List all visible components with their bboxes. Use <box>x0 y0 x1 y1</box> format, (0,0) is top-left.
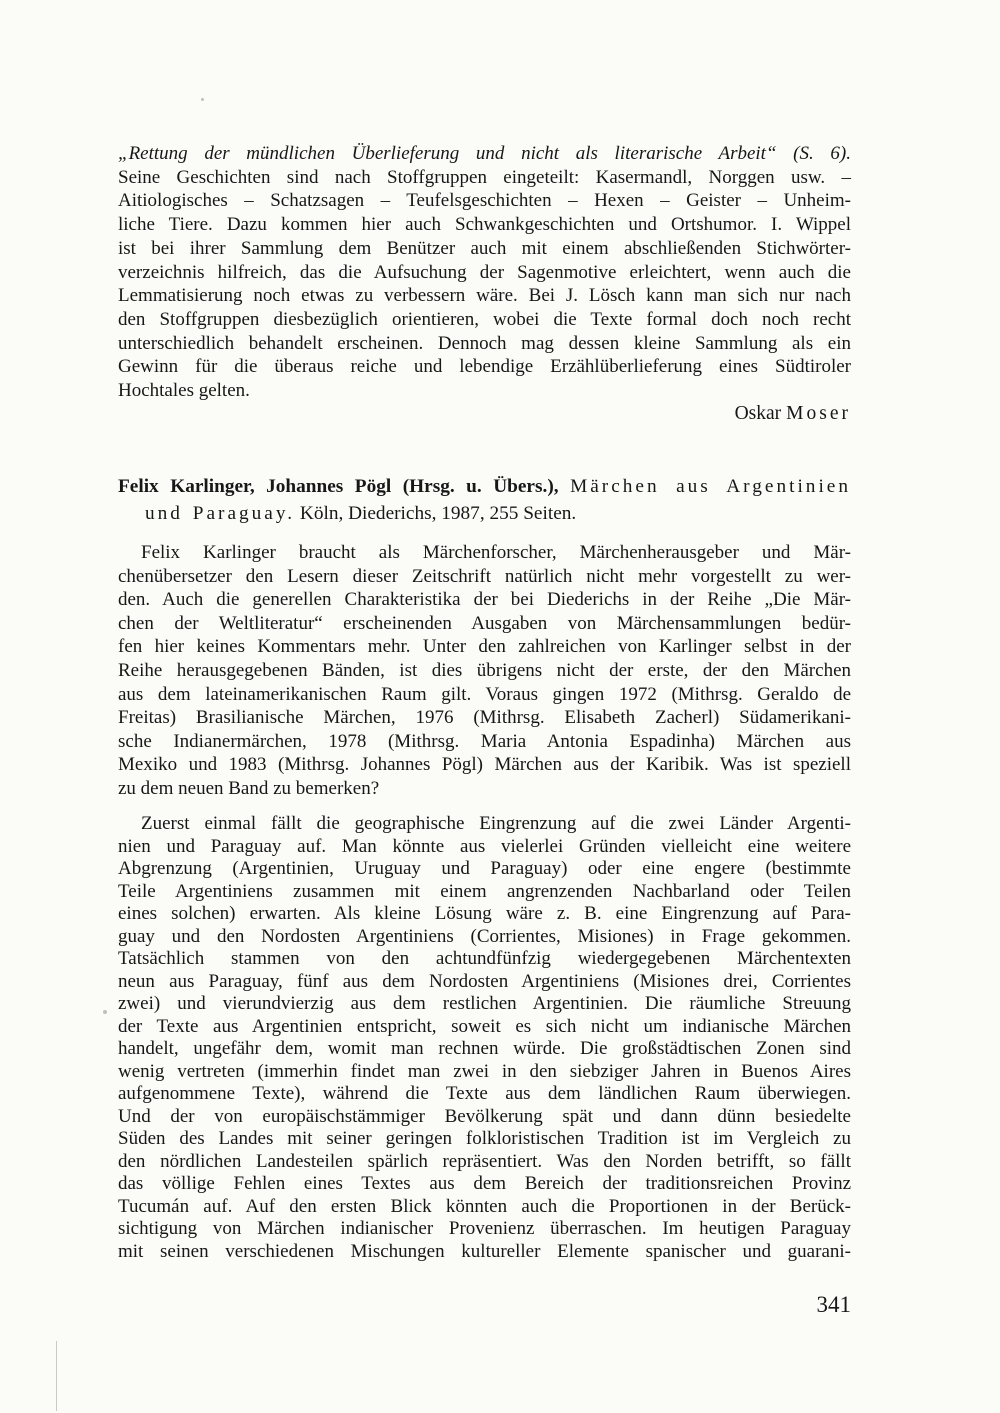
paragraph-lines <box>118 813 851 1263</box>
heading-title-part2: und Paraguay. <box>145 502 296 524</box>
text-line: Reihe herausgegebenen Bänden, ist dies übrigens nicht der erste, der den Märchen <box>118 659 851 681</box>
text-line: den nördlichen Landesteilen spärlich repräsentiert. Was den Norden betrifft, so fällt <box>118 1150 851 1172</box>
heading-title-part1: Märchen aus Argentinien <box>570 476 851 497</box>
text-line: unterschiedlich behandelt erscheinen. Dennoch mag dessen kleine Sammlung als ein <box>118 332 851 354</box>
text-line: Freitas) Brasilianische Märchen, 1976 (Mithrsg. Elisabeth Zacherl) Südamerikani- <box>118 707 851 729</box>
review-paragraph-1 <box>118 541 851 801</box>
text-line: ist bei ihrer Sammlung dem Benützer auch mit einem abschließenden Stichwörter- <box>118 237 851 259</box>
text-line: Zuerst einmal fällt die geographische Eingrenzung auf die zwei Länder Argenti- <box>141 813 851 834</box>
text-line: Tatsächlich stammen von den achtundfünfzig wiedergegebenen Märchentexten <box>118 948 851 969</box>
previous-review-closing-paragraph <box>118 142 851 403</box>
text-line: verzeichnis hilfreich, das die Aufsuchung der Sagenmotive erleichtert, wenn auch die <box>118 261 851 283</box>
text-line: Abgrenzung (Argentinien, Uruguay und Paraguay) oder eine engere (bestimmte <box>118 858 851 879</box>
scan-speck <box>201 98 204 101</box>
heading-imprint: Köln, Diederichs, 1987, 255 Seiten. <box>299 502 577 524</box>
text-line: den Stoffgruppen diesbezüglich orientieren, wobei die Texte formal doch noch recht <box>118 308 851 330</box>
paragraph-last-line: zu dem neuen Band zu bemerken? <box>118 777 380 799</box>
page-number: 341 <box>816 1292 851 1317</box>
text-line: Lemmatisierung noch etwas zu verbessern wäre. Bei J. Lösch kann man sich nur nach <box>118 285 851 307</box>
text-line: chenübersetzer den Lesern dieser Zeitschrift natürlich nicht mehr vorgestellt zu wer- <box>118 565 851 587</box>
scan-edge-artifact <box>56 1341 57 1411</box>
paragraph-lines <box>118 142 851 379</box>
paragraph-lines <box>118 541 851 777</box>
text-line: sichtigung von Märchen indianischer Provenienz überraschen. Im heutigen Paraguay <box>118 1218 851 1239</box>
text-line: Und der von europäischstämmiger Bevölkerung spät und dann dünn besiedelte <box>118 1105 851 1127</box>
text-line: das völlige Fehlen eines Textes aus dem Bereich der traditionsreichen Provinz <box>118 1173 851 1194</box>
text-line: aufgenommene Texte), während die Texte aus dem ländlichen Raum überwiegen. <box>118 1083 851 1104</box>
text-line: Mexiko und 1983 (Mithrsg. Johannes Pögl) Märchen aus der Karibik. Was ist speziell <box>118 754 851 776</box>
heading-line-1 <box>118 474 851 501</box>
text-line: Felix Karlinger braucht als Märchenforscher, Märchenherausgeber und Mär- <box>141 542 851 563</box>
text-line: „Rettung der mündlichen Überlieferung und nicht als literarische Arbeit“ (S. 6). <box>118 143 851 164</box>
scan-speck <box>103 1010 107 1014</box>
text-line: Teile Argentiniens zusammen mit einem angrenzenden Nachbarland oder Teilen <box>118 880 851 902</box>
reviewer-last-name: Moser <box>786 403 851 424</box>
review-paragraph-2 <box>118 813 851 1263</box>
text-line: chen der Weltliteratur“ erscheinenden Ausgaben von Märchensammlungen bedür- <box>118 612 851 634</box>
text-line: Süden des Landes mit seiner geringen folkloristischen Tradition ist im Vergleich zu <box>118 1128 851 1149</box>
reviewer-signature <box>118 403 851 425</box>
heading-line-2 <box>118 501 851 528</box>
text-line: liche Tiere. Dazu kommen hier auch Schwankgeschichten und Ortshumor. I. Wippel <box>118 214 851 236</box>
text-line: mit seinen verschiedenen Mischungen kultureller Elemente spanischer und guarani- <box>118 1240 851 1262</box>
paragraph-last-line: Hochtales gelten. <box>118 380 250 402</box>
text-line: Aitiologisches – Schatzsagen – Teufelsgeschichten – Hexen – Geister – Unheim- <box>118 190 851 212</box>
text-line: Seine Geschichten sind nach Stoffgruppen eingeteilt: Kasermandl, Norggen usw. – <box>118 166 851 188</box>
text-line: aus dem lateinamerikanischen Raum gilt. Voraus gingen 1972 (Mithrsg. Geraldo de <box>118 683 851 705</box>
text-line: fen hier keines Kommentars mehr. Unter den zahlreichen von Karlinger selbst in der <box>118 636 851 658</box>
text-line: Tucumán auf. Auf den ersten Blick könnten auch die Proportionen in der Berück- <box>118 1195 851 1217</box>
text-line: der Texte aus Argentinien entspricht, soweit es sich nicht um indianische Märchen <box>118 1015 851 1037</box>
text-line: neun aus Paraguay, fünf aus dem Nordosten Argentiniens (Misiones drei, Corrientes <box>118 970 851 992</box>
reviewer-first-name: Oskar <box>734 403 782 424</box>
text-line: handelt, ungefähr dem, womit man rechnen würde. Die großstädtischen Zonen sind <box>118 1038 851 1059</box>
text-line: den. Auch die generellen Charakteristika der bei Diederichs in der Reihe „Die Mär- <box>118 589 851 611</box>
heading-authors: Felix Karlinger, Johannes Pögl (Hrsg. u. Übers.), <box>118 476 559 497</box>
text-line: Gewinn für die überaus reiche und lebendige Erzählüberlieferung eines Südtiroler <box>118 356 851 378</box>
text-line: nien und Paraguay auf. Man könnte aus vielerlei Gründen vielleicht eine weitere <box>118 835 851 857</box>
review-heading <box>118 474 851 527</box>
text-line: eines solchen) erwarten. Als kleine Lösung wäre z. B. eine Eingrenzung auf Para- <box>118 903 851 924</box>
text-line: wenig vertreten (immerhin findet man zwei in den siebziger Jahren in Buenos Aires <box>118 1060 851 1082</box>
text-line: guay und den Nordosten Argentiniens (Corrientes, Misiones) in Frage gekommen. <box>118 925 851 947</box>
text-line: sche Indianermärchen, 1978 (Mithrsg. Maria Antonia Espadinha) Märchen aus <box>118 730 851 752</box>
text-line: zwei) und vierundvierzig aus dem restlichen Argentinien. Die räumliche Streuung <box>118 993 851 1014</box>
